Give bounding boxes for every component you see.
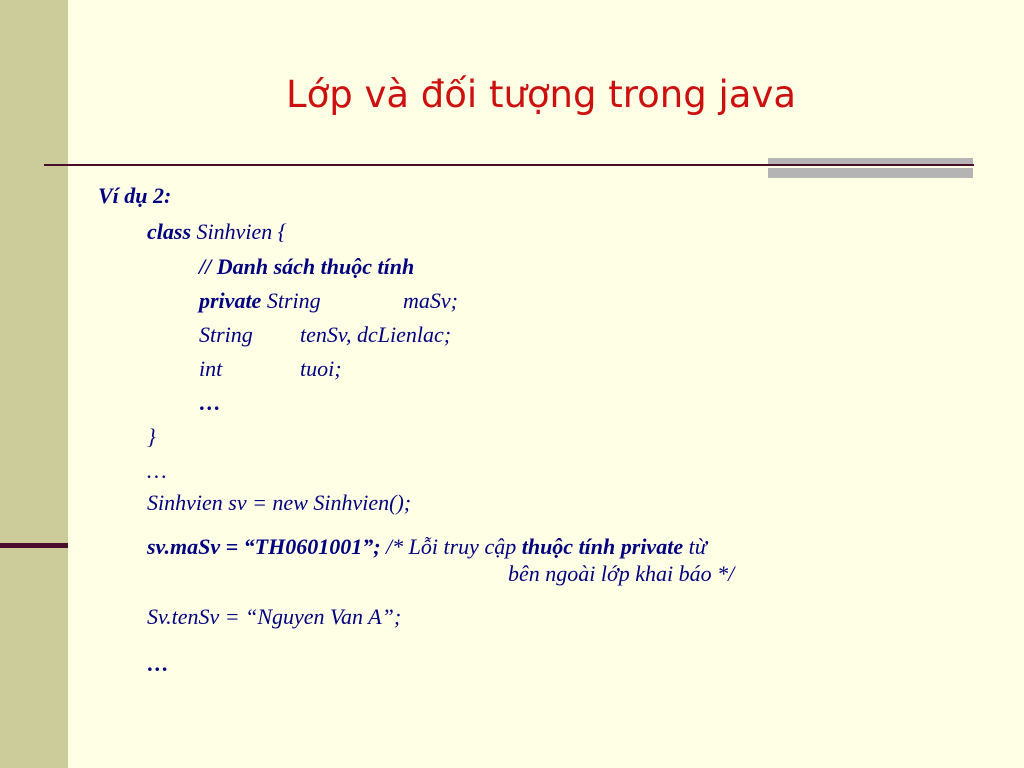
example-label: Ví dụ 2: (98, 183, 172, 208)
access-comment-end: từ (683, 534, 707, 559)
field-line-1 (199, 288, 321, 314)
access-line (147, 534, 707, 560)
field1-type: String (266, 288, 321, 313)
class-declaration-line (147, 219, 287, 245)
field2-type: String (199, 322, 253, 347)
slide-title: Lớp và đối tượng trong java (285, 73, 797, 116)
assign-line: Sv.tenSv = “Nguyen Van A”; (147, 604, 402, 629)
access-comment-line2: bên ngoài lớp khai báo */ (508, 561, 735, 586)
access-comment-start: /* Lỗi truy cập (380, 534, 522, 559)
access-statement: sv.maSv = “TH0601001”; (147, 534, 381, 559)
inner-ellipsis: … (199, 390, 221, 415)
final-ellipsis: … (147, 651, 169, 676)
class-keyword: class (147, 219, 191, 244)
code-comment: // Danh sách thuộc tính (199, 254, 415, 279)
private-keyword: private (199, 288, 262, 313)
field2-names: tenSv, dcLienlac; (300, 322, 452, 347)
instantiate-line: Sinhvien sv = new Sinhvien(); (147, 490, 412, 515)
outer-ellipsis: … (147, 458, 167, 483)
class-close-brace: } (147, 424, 156, 449)
field3-name: tuoi; (300, 356, 342, 381)
class-name: Sinhvien { (191, 219, 287, 244)
field1-name: maSv; (403, 288, 458, 313)
access-comment-bold: thuộc tính private (521, 534, 684, 559)
field3-type: int (199, 356, 223, 381)
